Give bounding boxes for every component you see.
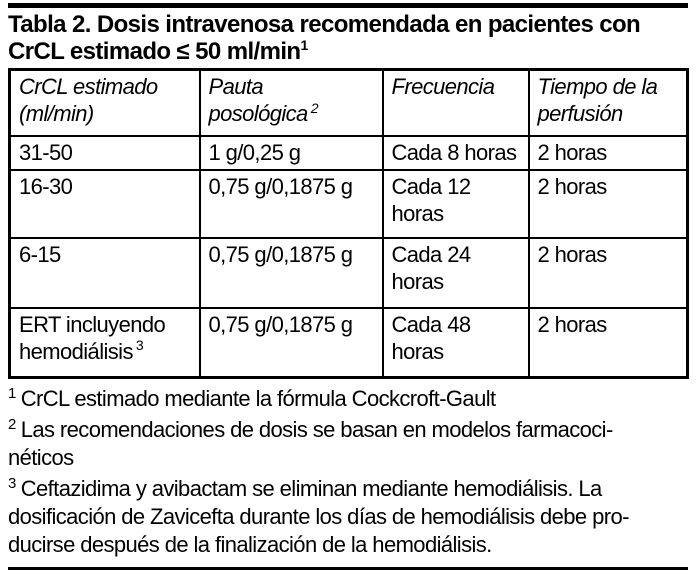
footnotes-section bbox=[6, 385, 690, 559]
table-row bbox=[10, 170, 688, 238]
cell-pauta: 0,75 g/0,1875 g bbox=[200, 170, 383, 238]
col-header-pauta: Pauta posológica $^2$ bbox=[200, 70, 383, 136]
cell-tiempo: 2 horas bbox=[529, 308, 688, 378]
cell-frecuencia: Cada 8 horas bbox=[383, 136, 529, 170]
col-header-crcl: CrCL estimado (ml/min) bbox=[10, 70, 200, 136]
cell-pauta: 1 g/0,25 g bbox=[200, 136, 383, 170]
cell-crcl: 6-15 bbox=[10, 238, 200, 308]
cell-tiempo: 2 horas bbox=[529, 136, 688, 170]
title-line-1: Tabla 2. Dosis intravenosa recomendada en pacientes con bbox=[8, 11, 641, 38]
bottom-rule bbox=[8, 567, 688, 570]
table-title bbox=[8, 11, 690, 65]
table-row bbox=[10, 308, 688, 378]
header-row bbox=[10, 70, 688, 136]
cell-crcl: ERT incluyendo hemodiálisis $^3$ bbox=[10, 308, 200, 378]
title-footnote-marker: 1 bbox=[300, 37, 308, 53]
cell-tiempo: 2 horas bbox=[529, 170, 688, 238]
cell-frecuencia: Cada 24 horas bbox=[383, 238, 529, 308]
table-row bbox=[10, 238, 688, 308]
cell-pauta: 0,75 g/0,1875 g bbox=[200, 238, 383, 308]
cell-crcl: 16-30 bbox=[10, 170, 200, 238]
col-header-tiempo: Tiempo de la perfusión bbox=[529, 70, 688, 136]
dosing-table bbox=[8, 68, 689, 379]
title-line-2: CrCL estimado ≤ 50 ml/min bbox=[8, 38, 301, 65]
pauta-footnote-marker: 2 bbox=[310, 99, 318, 116]
footnote-2: $^2$ Las recomendaciones de dosis se basan en modelos farmacoci- néticos bbox=[8, 415, 613, 470]
footnote-1: $^1$ CrCL estimado mediante la fórmula Cockcroft-Gault bbox=[8, 384, 496, 411]
footnote-1-marker: 1 bbox=[8, 384, 16, 402]
footnote-3: $^3$ Ceftazidima y avibactam se eliminan mediante hemodiálisis. La dosificación de Zavicefta durante los días de hemodiálisis debe pro- ducirse después de la finalización de la hemodiálisis. bbox=[8, 474, 629, 557]
cell-frecuencia: Cada 12 horas bbox=[383, 170, 529, 238]
cell-pauta: 0,75 g/0,1875 g bbox=[200, 308, 383, 378]
cell-frecuencia: Cada 48 horas bbox=[383, 308, 529, 378]
table-row bbox=[10, 136, 688, 170]
cell-crcl: 31-50 bbox=[10, 136, 200, 170]
ert-footnote-marker: 3 bbox=[135, 337, 144, 354]
footnote-2-marker: 2 bbox=[8, 415, 16, 433]
top-rule bbox=[8, 3, 688, 8]
col-header-frecuencia: Frecuencia bbox=[383, 70, 529, 136]
cell-tiempo: 2 horas bbox=[529, 238, 688, 308]
footnote-3-marker: 3 bbox=[8, 474, 16, 492]
